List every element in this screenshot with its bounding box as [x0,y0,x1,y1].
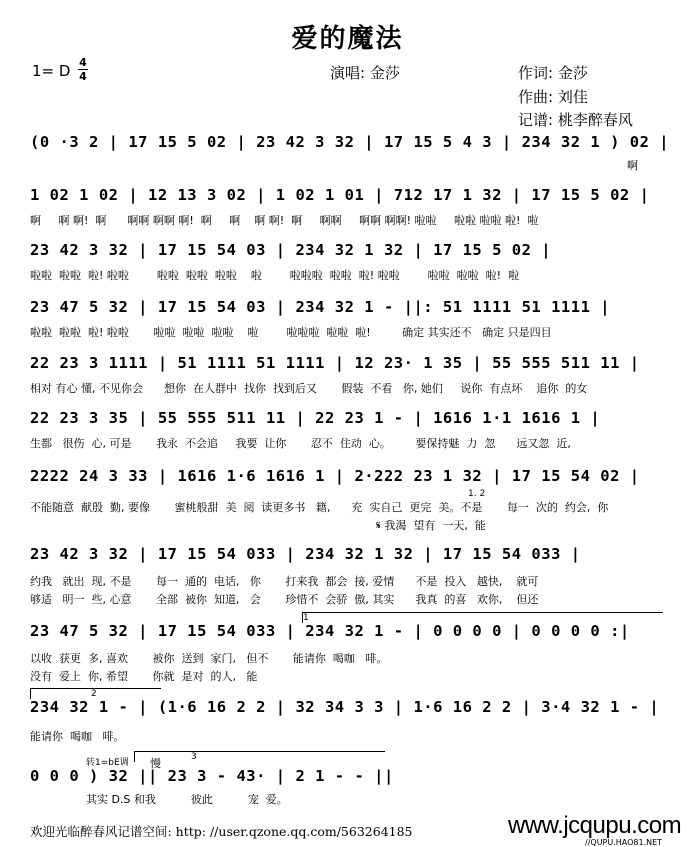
lyric-line: 生都 很伤 心, 可是 我永 不会追 我要 让你 忍不 住动 心。 要保持魅 力 忽 远又忽 近, [30,437,571,450]
notes-line: (0 ·3 2 | 17 15 5 02 | 23 42 3 32 | 17 15 5 4 3 | 234 32 1 ) 02 | [30,133,670,151]
lyric-line-2: 够适 明一 些, 心意 全部 被你 知道, 会 珍惜不 会骄 傲, 其实 我真 的喜 欢你, 但还 [30,593,539,606]
notes-line: 23 47 5 32 | 17 15 54 033 | 234 32 1 - | 0 0 0 0 | 0 0 0 0 :| [30,622,630,640]
ending-marker-1-2: 1. 2 [468,489,486,499]
ending-bracket-3 [134,751,385,762]
time-numerator: 4 [79,56,87,69]
lyricist-credit: 作词: 金莎 [518,64,588,82]
site-watermark: www.jcqupu.com [508,812,682,839]
lyric-line: 其实 D.S 和我 彼此 宠 爱。 [30,793,288,806]
lyric-line-2: 没有 爱上 你, 希望 你就 是对 的人, 能 [30,670,258,683]
site-watermark-small: //QUPU.HAO81.NET [585,838,663,847]
key-signature: 1= D [32,62,71,80]
notes-line: 0 0 0 ) 32 || 23 3 - 43· | 2 1 - - || [30,767,394,785]
composer-credit: 作曲: 刘佳 [518,88,588,106]
ending-bracket-label: 2 [91,689,97,699]
lyric-line: 以收 获更 多, 喜欢 被你 送到 家门, 但不 能请你 喝咖 啡。 [30,652,388,665]
notes-line: 1 02 1 02 | 12 13 3 02 | 1 02 1 01 | 712 17 1 32 | 17 15 5 02 | [30,186,650,204]
time-denominator: 4 [79,70,87,83]
notes-line: 22 23 3 35 | 55 555 511 11 | 22 23 1 - | 1616 1·1 1616 1 | [30,409,601,427]
lyric-line: 相对 有心 懂, 不见你会 想你 在人群中 找你 找到后又 假装 不看 你, 她们 说你 有点坏 追你 的女 [30,382,588,395]
notes-line: 23 42 3 32 | 17 15 54 033 | 234 32 1 32 | 17 15 54 033 | [30,545,581,563]
lyric-line: 约我 就出 现, 不是 每一 通的 电话, 你 打来我 都会 接, 爱情 不是 投入 越快, 就可 [30,575,539,588]
singer-credit: 演唱: 金莎 [330,64,400,82]
lyric-line: 能请你 喝咖 啡。 [30,730,125,743]
lyric-line: 啦啦 啦啦 啦! 啦啦 啦啦 啦啦 啦啦 啦 啦啦啦 啦啦 啦! 确定 其实还不 确定 只是四目 [30,326,552,339]
ending-bracket-label: 3 [191,752,197,762]
lyric-line: 啊 [627,159,638,172]
tempo-slow-mark: 慢 [150,757,161,770]
song-title: 爱的魔法 [291,24,404,54]
lyric-line: 不能随意 献殷 勤, 要像 蜜桃般甜 美 阅 读更多书 籍, 充 实自己 更完 美。不是 每一 次的 约会, 你 [30,501,609,514]
lyric-line-2: 𝄋 我渴 望有 一天, 能 [30,519,486,532]
transcriber-credit: 记谱: 桃李醉春风 [518,111,633,129]
modulation-mark: 转1=bE调 [86,758,129,768]
time-signature [78,57,88,82]
lyric-line: 啦啦 啦啦 啦! 啦啦 啦啦 啦啦 啦啦 啦 啦啦啦 啦啦 啦! 啦啦 啦啦 啦啦 啦! 啦 [30,269,520,282]
notes-line: 234 32 1 - | (1·6 16 2 2 | 32 34 3 3 | 1·6 16 2 2 | 3·4 32 1 - | [30,698,660,716]
lyric-line: 啊 啊 啊! 啊 啊啊 啊啊 啊! 啊 啊 啊 啊! 啊 啊啊 啊啊 啊啊! 啦啦 啦啦 啦啦 啦! 啦 [30,214,539,227]
notes-line: 22 23 3 1111 | 51 1111 51 1111 | 12 23· 1 35 | 55 555 511 11 | [30,354,640,372]
notes-line: 23 42 3 32 | 17 15 54 03 | 234 32 1 32 | 17 15 5 02 | [30,241,552,259]
notes-line: 2222 24 3 33 | 1616 1·6 1616 1 | 2·222 23 1 32 | 17 15 54 02 | [30,467,640,485]
footer-credit: 欢迎光临醉春风记谱空间: http: //user.qzone.qq.com/563264185 [30,824,413,839]
ending-bracket-label: 1 [303,613,309,623]
notes-line: 23 47 5 32 | 17 15 54 03 | 234 32 1 - ||: 51 1111 51 1111 | [30,298,611,316]
